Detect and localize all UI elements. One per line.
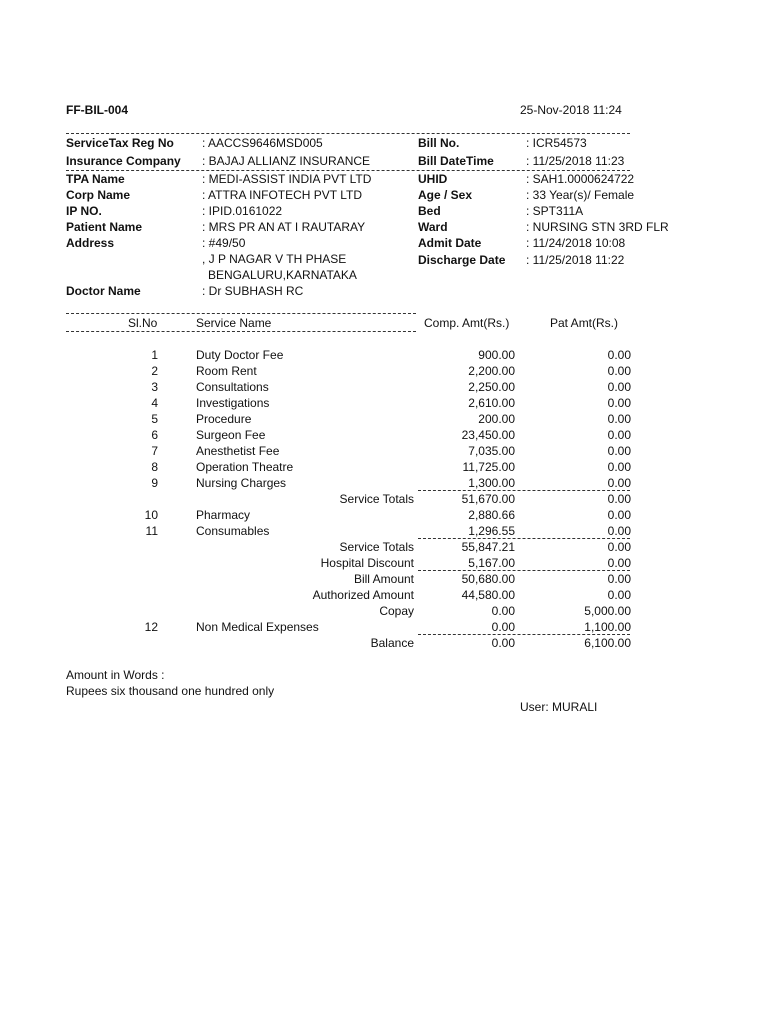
cell-pat-amt: 0.00 bbox=[607, 508, 631, 522]
table-row bbox=[0, 348, 768, 364]
table-row bbox=[0, 476, 768, 492]
cell-pat-amt: 0.00 bbox=[607, 572, 631, 586]
label-age-sex: Age / Sex bbox=[418, 188, 473, 202]
total-row bbox=[0, 540, 768, 556]
cell-comp-amt: 2,250.00 bbox=[468, 380, 515, 394]
total-row bbox=[0, 556, 768, 572]
cell-service-name: Anesthetist Fee bbox=[196, 444, 280, 458]
total-label: Balance bbox=[370, 636, 414, 650]
label-address: Address bbox=[66, 236, 115, 250]
total-row bbox=[0, 604, 768, 620]
total-label: Hospital Discount bbox=[320, 556, 414, 570]
amount-in-words-label: Amount in Words : bbox=[66, 668, 165, 682]
cell-service-name: Consumables bbox=[196, 524, 270, 538]
value-admit-date: : 11/24/2018 10:08 bbox=[526, 236, 626, 250]
cell-pat-amt: 0.00 bbox=[607, 556, 631, 570]
value-ward: : NURSING STN 3RD FLR bbox=[526, 220, 669, 234]
form-code: FF-BIL-004 bbox=[66, 103, 129, 117]
table-row bbox=[0, 620, 768, 636]
value-corp-name: : ATTRA INFOTECH PVT LTD bbox=[202, 188, 363, 202]
total-row bbox=[0, 636, 768, 652]
total-label: Copay bbox=[379, 604, 414, 618]
cell-service-name: Investigations bbox=[196, 396, 270, 410]
cell-service-name: Consultations bbox=[196, 380, 269, 394]
cell-comp-amt: 1,300.00 bbox=[468, 476, 515, 490]
cell-pat-amt: 0.00 bbox=[607, 380, 631, 394]
cell-comp-amt: 2,200.00 bbox=[468, 364, 515, 378]
value-service-tax-reg-no: : AACCS9646MSD005 bbox=[202, 136, 323, 150]
cell-pat-amt: 0.00 bbox=[607, 492, 631, 506]
value-insurance-company: : BAJAJ ALLIANZ INSURANCE bbox=[202, 154, 371, 168]
table-row bbox=[0, 412, 768, 428]
cell-comp-amt: 2,880.66 bbox=[468, 508, 515, 522]
cell-slno: 10 bbox=[144, 508, 158, 522]
label-ward: Ward bbox=[418, 220, 448, 234]
cell-pat-amt: 0.00 bbox=[607, 444, 631, 458]
cell-service-name: Operation Theatre bbox=[196, 460, 294, 474]
total-row bbox=[0, 492, 768, 508]
divider bbox=[66, 313, 416, 314]
cell-pat-amt: 0.00 bbox=[607, 476, 631, 490]
label-corp-name: Corp Name bbox=[66, 188, 131, 202]
cell-slno: 4 bbox=[151, 396, 158, 410]
cell-comp-amt: 5,167.00 bbox=[468, 556, 515, 570]
cell-pat-amt: 0.00 bbox=[607, 412, 631, 426]
cell-pat-amt: 0.00 bbox=[607, 428, 631, 442]
label-tpa-name: TPA Name bbox=[66, 172, 125, 186]
cell-pat-amt: 0.00 bbox=[607, 524, 631, 538]
cell-service-name: Procedure bbox=[196, 412, 252, 426]
cell-slno: 7 bbox=[151, 444, 158, 458]
table-row bbox=[0, 428, 768, 444]
value-ip-no: : IPID.0161022 bbox=[202, 204, 283, 218]
label-admit-date: Admit Date bbox=[418, 236, 482, 250]
label-uhid: UHID bbox=[418, 172, 448, 186]
label-discharge-date: Discharge Date bbox=[418, 253, 506, 267]
cell-pat-amt: 0.00 bbox=[607, 540, 631, 554]
divider bbox=[418, 538, 630, 539]
cell-comp-amt: 23,450.00 bbox=[461, 428, 515, 442]
label-bill-no: Bill No. bbox=[418, 136, 460, 150]
total-label: Bill Amount bbox=[353, 572, 414, 586]
cell-pat-amt: 1,100.00 bbox=[584, 620, 631, 634]
cell-comp-amt: 0.00 bbox=[491, 620, 515, 634]
cell-pat-amt: 0.00 bbox=[607, 364, 631, 378]
value-address-line2: , J P NAGAR V TH PHASE bbox=[202, 252, 347, 266]
cell-service-name: Duty Doctor Fee bbox=[196, 348, 284, 362]
total-row bbox=[0, 572, 768, 588]
cell-comp-amt: 55,847.21 bbox=[461, 540, 515, 554]
label-service-tax-reg-no: ServiceTax Reg No bbox=[66, 136, 174, 150]
divider bbox=[418, 490, 630, 491]
cell-slno: 5 bbox=[151, 412, 158, 426]
total-row bbox=[0, 588, 768, 604]
col-header-slno: Sl.No bbox=[128, 316, 158, 330]
cell-pat-amt: 0.00 bbox=[607, 588, 631, 602]
cell-comp-amt: 200.00 bbox=[478, 412, 515, 426]
table-row bbox=[0, 444, 768, 460]
divider bbox=[66, 133, 630, 134]
total-label: Service Totals bbox=[339, 540, 414, 554]
cell-comp-amt: 11,725.00 bbox=[462, 460, 515, 474]
cell-slno: 2 bbox=[151, 364, 158, 378]
cell-service-name: Surgeon Fee bbox=[196, 428, 266, 442]
label-bed: Bed bbox=[418, 204, 441, 218]
col-header-pat-amt: Pat Amt(Rs.) bbox=[550, 316, 619, 330]
cell-pat-amt: 5,000.00 bbox=[584, 604, 631, 618]
cell-slno: 6 bbox=[151, 428, 158, 442]
value-age-sex: : 33 Year(s)/ Female bbox=[526, 188, 635, 202]
value-patient-name: : MRS PR AN AT I RAUTARAY bbox=[202, 220, 366, 234]
cell-slno: 1 bbox=[151, 348, 158, 362]
value-address-line3: BENGALURU,KARNATAKA bbox=[208, 268, 357, 282]
table-row bbox=[0, 396, 768, 412]
cell-service-name: Room Rent bbox=[196, 364, 257, 378]
value-bed: : SPT311A bbox=[526, 204, 584, 218]
total-label: Authorized Amount bbox=[312, 588, 414, 602]
print-datetime: 25-Nov-2018 11:24 bbox=[520, 103, 622, 117]
cell-comp-amt: 0.00 bbox=[491, 604, 515, 618]
cell-pat-amt: 0.00 bbox=[607, 460, 631, 474]
cell-comp-amt: 7,035.00 bbox=[468, 444, 515, 458]
cell-comp-amt: 0.00 bbox=[491, 636, 515, 650]
table-row bbox=[0, 380, 768, 396]
divider bbox=[418, 570, 630, 571]
cell-slno: 12 bbox=[144, 620, 158, 634]
user-name: User: MURALI bbox=[520, 700, 598, 714]
cell-comp-amt: 51,670.00 bbox=[461, 492, 515, 506]
cell-service-name: Pharmacy bbox=[196, 508, 251, 522]
cell-service-name: Non Medical Expenses bbox=[196, 620, 319, 634]
label-ip-no: IP NO. bbox=[66, 204, 102, 218]
cell-pat-amt: 0.00 bbox=[607, 396, 631, 410]
value-bill-no: : ICR54573 bbox=[526, 136, 587, 150]
cell-slno: 8 bbox=[151, 460, 158, 474]
cell-comp-amt: 900.00 bbox=[478, 348, 515, 362]
table-row bbox=[0, 524, 768, 540]
cell-pat-amt: 0.00 bbox=[607, 348, 631, 362]
col-header-service-name: Service Name bbox=[196, 316, 272, 330]
value-uhid: : SAH1.0000624722 bbox=[526, 172, 635, 186]
table-row bbox=[0, 460, 768, 476]
divider bbox=[418, 634, 630, 635]
cell-service-name: Nursing Charges bbox=[196, 476, 287, 490]
divider bbox=[66, 331, 416, 332]
value-address-line1: : #49/50 bbox=[202, 236, 246, 250]
cell-pat-amt: 6,100.00 bbox=[584, 636, 631, 650]
amount-in-words: Rupees six thousand one hundred only bbox=[66, 684, 275, 698]
label-doctor-name: Doctor Name bbox=[66, 284, 141, 298]
total-label: Service Totals bbox=[339, 492, 414, 506]
value-doctor-name: : Dr SUBHASH RC bbox=[202, 284, 304, 298]
value-tpa-name: : MEDI-ASSIST INDIA PVT LTD bbox=[202, 172, 372, 186]
table-row bbox=[0, 508, 768, 524]
divider bbox=[66, 170, 630, 171]
cell-slno: 3 bbox=[151, 380, 158, 394]
col-header-comp-amt: Comp. Amt(Rs.) bbox=[424, 316, 510, 330]
label-insurance-company: Insurance Company bbox=[66, 154, 181, 168]
cell-comp-amt: 1,296.55 bbox=[468, 524, 515, 538]
cell-slno: 9 bbox=[151, 476, 158, 490]
label-patient-name: Patient Name bbox=[66, 220, 143, 234]
table-row bbox=[0, 364, 768, 380]
value-bill-datetime: : 11/25/2018 11:23 bbox=[526, 154, 625, 168]
cell-comp-amt: 50,680.00 bbox=[461, 572, 515, 586]
value-discharge-date: : 11/25/2018 11:22 bbox=[526, 253, 625, 267]
label-bill-datetime: Bill DateTime bbox=[418, 154, 494, 168]
cell-slno: 11 bbox=[145, 524, 158, 538]
cell-comp-amt: 2,610.00 bbox=[468, 396, 515, 410]
cell-comp-amt: 44,580.00 bbox=[461, 588, 515, 602]
